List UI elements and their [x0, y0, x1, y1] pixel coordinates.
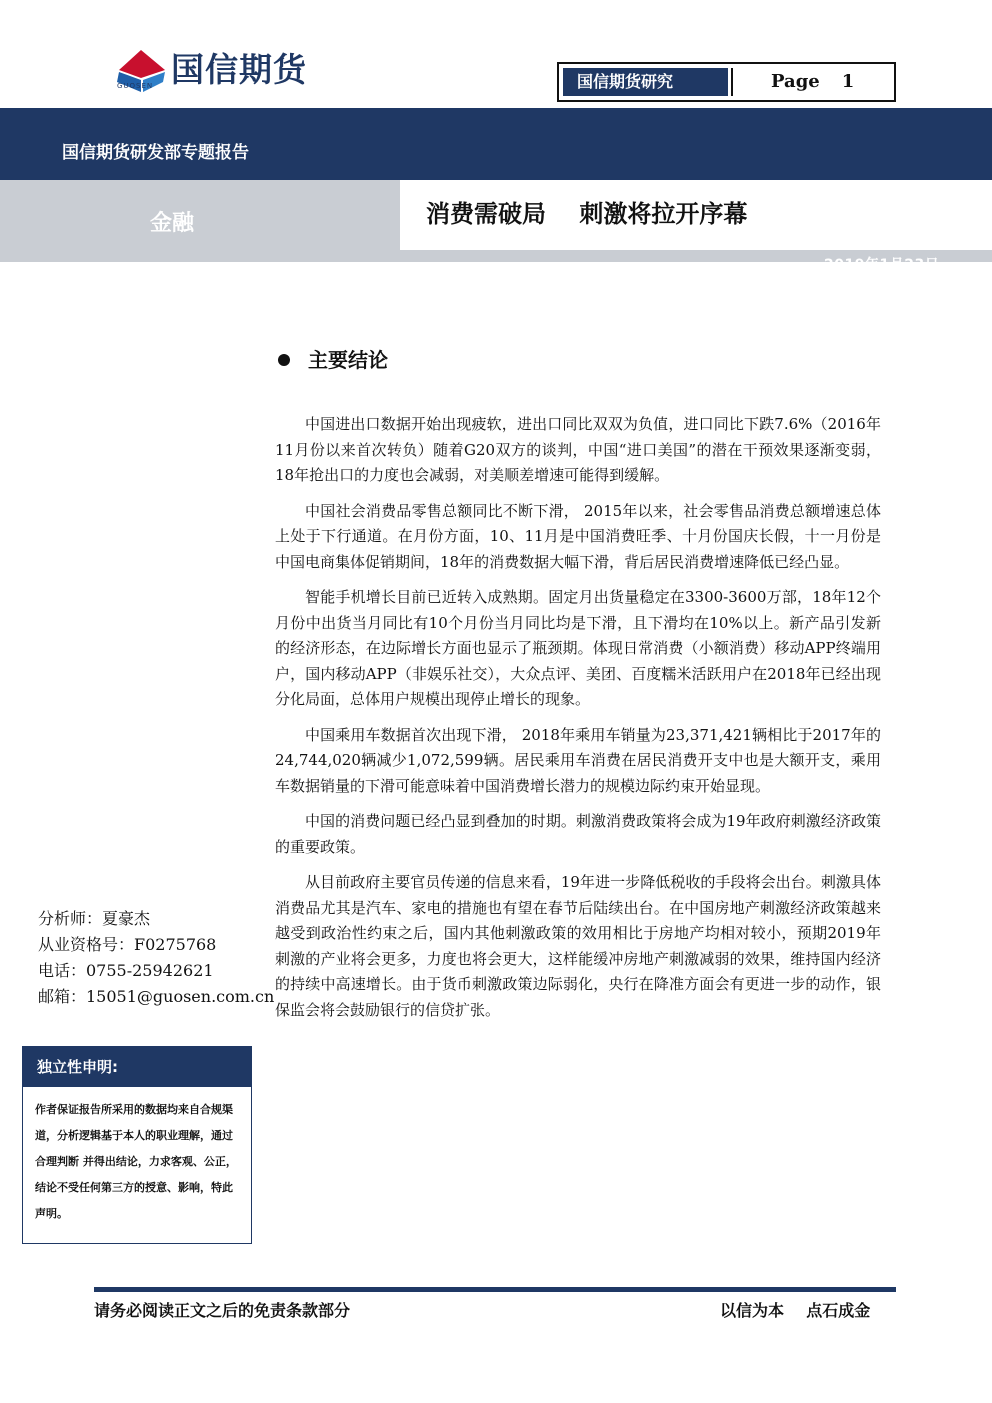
paragraph: 中国的消费问题已经凸显到叠加的时期。刺激消费政策将会成为19年政府刺激经济政策的重要政策。	[275, 812, 881, 856]
analyst-info	[38, 906, 274, 1010]
paragraph: 中国乘用车数据首次出现下滑， 2018年乘用车销量为23,371,421辆相比于2017年的24,744,020辆减少1,072,599辆。居民乘用车消费在居民消费开支中也是大额开支，乘用车数据销量的下滑可能意味着中国消费增长潜力的规模边际约束开始显现。	[275, 725, 881, 795]
footer-slogan: 以信为本 点石成金	[720, 1301, 871, 1320]
company-logo	[115, 48, 355, 94]
page-number: 1	[841, 71, 855, 92]
section-title: 主要结论	[308, 348, 388, 372]
page-number-cell	[731, 68, 891, 96]
bullet-icon	[278, 354, 290, 366]
statement-title: 独立性申明:	[23, 1047, 251, 1087]
paragraph: 中国社会消费品零售总额同比不断下滑， 2015年以来，社会零售品消费总额增速总体上处于下行通道。在月份方面，10、11月是中国消费旺季、十月份国庆长假，十一月份是中国电商集体促销期间，18年的消费数据大幅下滑，背后居民消费增速降低已经凸显。	[275, 501, 881, 571]
main-body	[275, 412, 881, 1033]
paragraph: 从目前政府主要官员传递的信息来看，19年进一步降低税收的手段将会出台。刺激具体消费品尤其是汽车、家电的措施也有望在春节后陆续出台。在中国房地产刺激经济政策越来越受到政治性约束之后，国内其他刺激政策的效用相比于房地产均相对较小，预期2019年刺激的产业将会更多，力度也将会更大，这样能缓冲房地产刺激减弱的效果，维持国内经济的持续中高速增长。由于货币刺激政策边际弱化，央行在降准方面会有更进一步的动作，银保监会将会鼓励银行的信贷扩张。	[275, 873, 881, 1019]
analyst-phone: 电话：0755-25942621	[38, 961, 214, 980]
independence-statement-box	[22, 1046, 252, 1244]
page-indicator-box	[557, 62, 896, 102]
footer-disclaimer-note: 请务必阅读正文之后的免责条款部分	[94, 1301, 351, 1320]
analyst-email: 邮箱：15051@guosen.com.cn	[38, 987, 275, 1006]
logo-name: 国信期货	[171, 50, 307, 89]
analyst-license: 从业资格号：F0275768	[38, 935, 217, 954]
research-label: 国信期货研究	[563, 68, 728, 96]
report-date: 2019年1月23日	[824, 257, 940, 273]
sector-label: 金融	[150, 211, 195, 236]
report-title: 消费需破局 刺激将拉开序幕	[426, 200, 748, 228]
statement-text: 作者保证报告所采用的数据均来自合规渠道，分析逻辑基于本人的职业理解，通过合理判断 并得出结论，力求客观、公正，结论不受任何第三方的授意、影响，特此声明。	[35, 1103, 237, 1220]
paragraph: 中国进出口数据开始出现疲软，进出口同比双双为负值，进口同比下跌7.6%（2016年11月份以来首次转负）随着G20双方的谈判，中国“进口美国”的潜在干预效果逐渐变弱，18年抢出口的力度也会减弱，对美顺差增速可能得到缓解。	[275, 415, 881, 484]
footer-divider	[94, 1287, 896, 1292]
department-title: 国信期货研发部专题报告	[62, 143, 249, 163]
logo-subtitle: GUOSEN	[117, 82, 154, 90]
page-label: Page	[771, 71, 820, 92]
analyst-name: 分析师：夏豪杰	[38, 909, 151, 928]
paragraph: 智能手机增长目前已近转入成熟期。固定月出货量稳定在3300-3600万部，18年12个月份中出货当月同比有10个月份当月同比均是下滑，且下滑均在10%以上。新产品引发新的经济形态，在边际增长方面也显示了瓶颈期。体现日常消费（小额消费）移动APP终端用户，国内移动APP（非娱乐社交），大众点评、美团、百度糯米活跃用户在2018年已经出现分化局面，总体用户规模出现停止增长的现象。	[275, 588, 881, 708]
